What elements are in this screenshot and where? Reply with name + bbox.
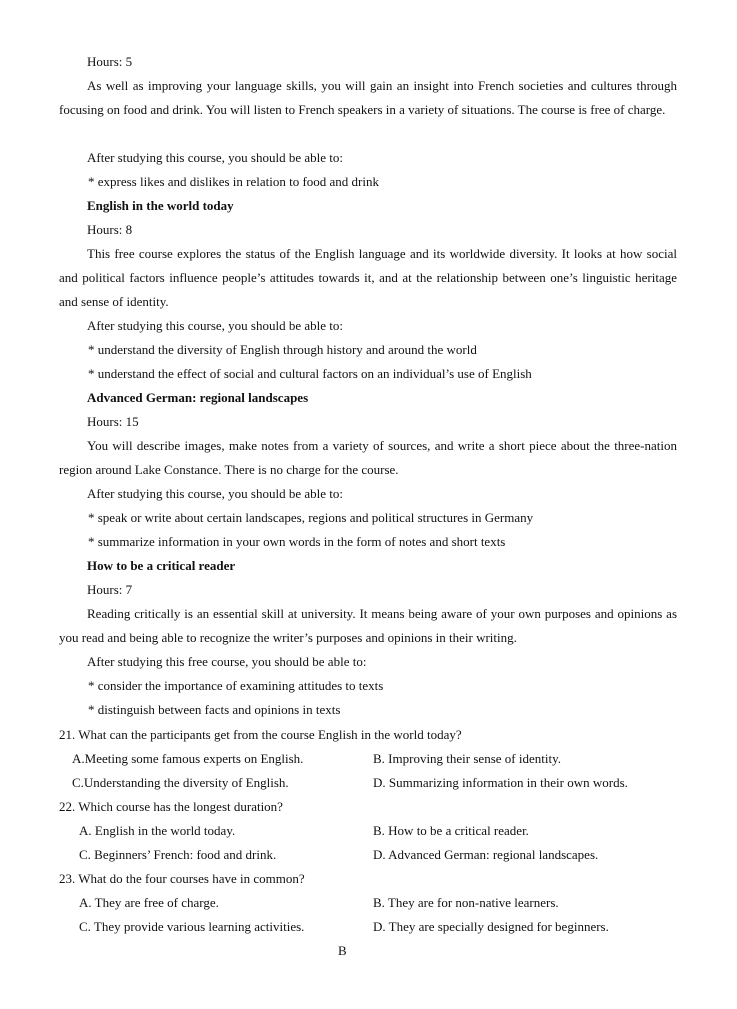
question-22-option-b: B. How to be a critical reader. [373, 823, 529, 838]
course2-after: After studying this course, you should be able to: [87, 318, 343, 333]
question-21-option-d: D. Summarizing information in their own words. [373, 775, 628, 790]
question-23-stem: 23. What do the four courses have in common? [59, 871, 305, 886]
course4-description: Reading critically is an essential skill at university. It means being aware of your own purposes and opinions as you read and being able to recognize the writer’s purposes and opinions in their writing. [59, 606, 677, 645]
question-23-option-b: B. They are for non-native learners. [373, 895, 559, 910]
course4-bullet-1: * consider the importance of examining attitudes to texts [88, 678, 384, 693]
course2-description: This free course explores the status of the English language and its worldwide diversity. It looks at how social and political factors influence people’s attitudes towards it, and at the relationship between one’s linguistic heritage and sense of identity. [59, 246, 677, 309]
course3-title: Advanced German: regional landscapes [87, 390, 309, 405]
course4-after: After studying this free course, you should be able to: [87, 654, 367, 669]
course3-bullet-2: * summarize information in your own words in the form of notes and short texts [88, 534, 506, 549]
question-22-option-d: D. Advanced German: regional landscapes. [373, 847, 599, 862]
question-21-stem: 21. What can the participants get from the course English in the world today? [59, 727, 462, 742]
question-22-option-a: A. English in the world today. [79, 823, 236, 838]
course4-bullet-2: * distinguish between facts and opinions in texts [88, 702, 341, 717]
course2-bullet-1: * understand the diversity of English through history and around the world [88, 342, 477, 357]
course1-bullet-1: * express likes and dislikes in relation to food and drink [88, 174, 380, 189]
course1-description: As well as improving your language skills, you will gain an insight into French societies and cultures through focusing on food and drink. You will listen to French speakers in a variety of situations. The course is free of charge. [59, 78, 677, 117]
course4-title: How to be a critical reader [87, 558, 236, 573]
course3-after: After studying this course, you should be able to: [87, 486, 343, 501]
course3-description: You will describe images, make notes from a variety of sources, and write a short piece about the three-nation region around Lake Constance. There is no charge for the course. [59, 438, 677, 477]
question-23-option-d: D. They are specially designed for beginners. [373, 919, 609, 934]
course2-hours: Hours: 8 [87, 222, 133, 237]
course2-bullet-2: * understand the effect of social and cultural factors on an individual’s use of English [88, 366, 532, 381]
course2-title: English in the world today [87, 198, 234, 213]
course3-bullet-1: * speak or write about certain landscapes, regions and political structures in Germany [88, 510, 534, 525]
course1-hours: Hours: 5 [87, 54, 133, 69]
course4-hours: Hours: 7 [87, 582, 133, 597]
question-21-option-c: C.Understanding the diversity of English. [72, 775, 289, 790]
section-marker: B [338, 943, 347, 958]
question-22-stem: 22. Which course has the longest duration? [59, 799, 283, 814]
question-21-option-a: A.Meeting some famous experts on English. [72, 751, 304, 766]
question-21-option-b: B. Improving their sense of identity. [373, 751, 561, 766]
course1-after: After studying this course, you should be able to: [87, 150, 343, 165]
question-23-option-a: A. They are free of charge. [79, 895, 219, 910]
question-22-option-c: C. Beginners’ French: food and drink. [79, 847, 277, 862]
question-23-option-c: C. They provide various learning activities. [79, 919, 305, 934]
course3-hours: Hours: 15 [87, 414, 139, 429]
